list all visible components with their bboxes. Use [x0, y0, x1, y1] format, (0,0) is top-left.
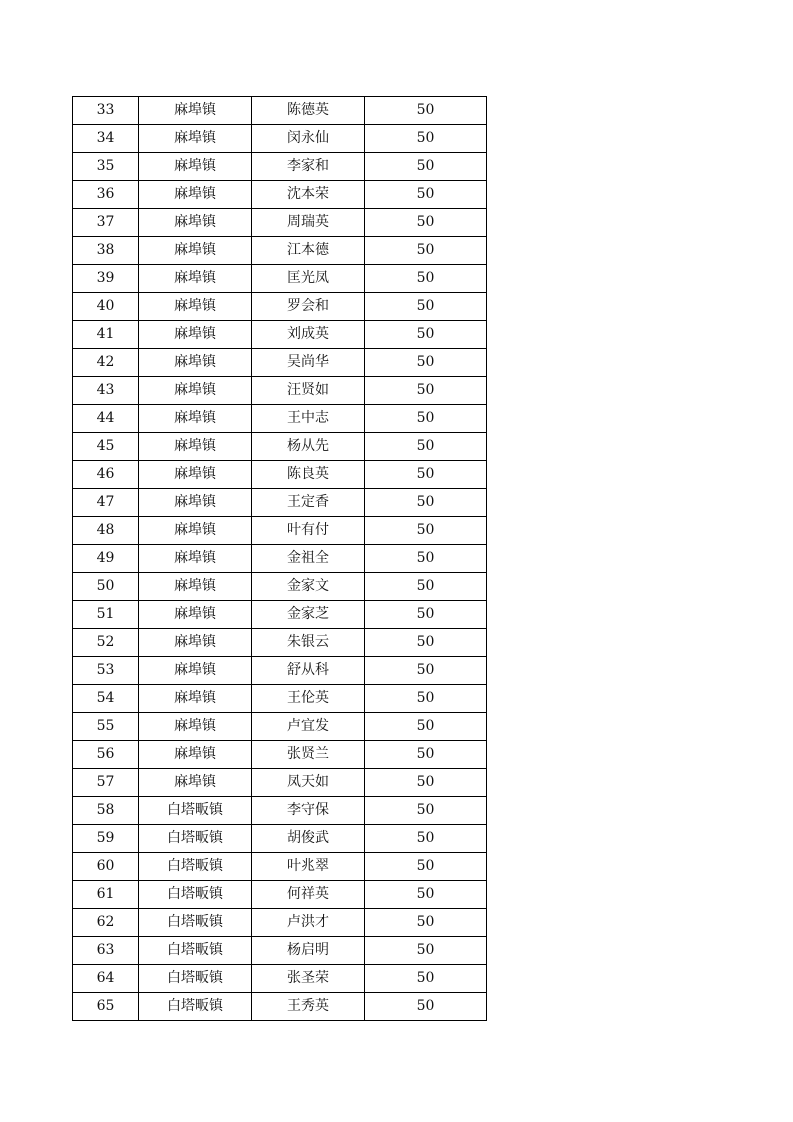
- row-number-cell: 51: [73, 601, 139, 629]
- amount-cell: 50: [365, 237, 487, 265]
- table-row: [73, 293, 487, 321]
- row-number-cell: 41: [73, 321, 139, 349]
- table-row: [73, 349, 487, 377]
- row-number-cell: 65: [73, 993, 139, 1021]
- row-number-cell: 53: [73, 657, 139, 685]
- amount-cell: 50: [365, 293, 487, 321]
- row-number-cell: 33: [73, 97, 139, 125]
- amount-cell: 50: [365, 209, 487, 237]
- name-cell: 金家芝: [252, 601, 365, 629]
- town-cell: 麻埠镇: [139, 657, 252, 685]
- name-cell: 胡俊武: [252, 825, 365, 853]
- name-cell: 罗会和: [252, 293, 365, 321]
- name-cell: 周瑞英: [252, 209, 365, 237]
- table-row: [73, 629, 487, 657]
- row-number-cell: 46: [73, 461, 139, 489]
- town-cell: 麻埠镇: [139, 321, 252, 349]
- row-number-cell: 62: [73, 909, 139, 937]
- row-number-cell: 63: [73, 937, 139, 965]
- name-cell: 舒从科: [252, 657, 365, 685]
- row-number-cell: 52: [73, 629, 139, 657]
- name-cell: 王伦英: [252, 685, 365, 713]
- town-cell: 麻埠镇: [139, 237, 252, 265]
- row-number-cell: 56: [73, 741, 139, 769]
- amount-cell: 50: [365, 153, 487, 181]
- table-row: [73, 405, 487, 433]
- name-cell: 陈良英: [252, 461, 365, 489]
- amount-cell: 50: [365, 349, 487, 377]
- name-cell: 王秀英: [252, 993, 365, 1021]
- row-number-cell: 64: [73, 965, 139, 993]
- row-number-cell: 59: [73, 825, 139, 853]
- table-row: [73, 237, 487, 265]
- table-row: [73, 461, 487, 489]
- amount-cell: 50: [365, 265, 487, 293]
- table-row: [73, 517, 487, 545]
- name-cell: 卢宜发: [252, 713, 365, 741]
- table-row: [73, 657, 487, 685]
- town-cell: 麻埠镇: [139, 713, 252, 741]
- row-number-cell: 34: [73, 125, 139, 153]
- row-number-cell: 44: [73, 405, 139, 433]
- name-cell: 叶有付: [252, 517, 365, 545]
- table-row: [73, 377, 487, 405]
- row-number-cell: 42: [73, 349, 139, 377]
- name-cell: 凤天如: [252, 769, 365, 797]
- town-cell: 白塔畈镇: [139, 825, 252, 853]
- name-cell: 江本德: [252, 237, 365, 265]
- town-cell: 麻埠镇: [139, 349, 252, 377]
- town-cell: 麻埠镇: [139, 181, 252, 209]
- row-number-cell: 45: [73, 433, 139, 461]
- name-cell: 金家文: [252, 573, 365, 601]
- amount-cell: 50: [365, 181, 487, 209]
- town-cell: 麻埠镇: [139, 573, 252, 601]
- town-cell: 麻埠镇: [139, 517, 252, 545]
- table-row: [73, 713, 487, 741]
- table-row: [73, 433, 487, 461]
- table-row: [73, 601, 487, 629]
- amount-cell: 50: [365, 433, 487, 461]
- amount-cell: 50: [365, 713, 487, 741]
- table-row: [73, 769, 487, 797]
- row-number-cell: 38: [73, 237, 139, 265]
- amount-cell: 50: [365, 685, 487, 713]
- amount-cell: 50: [365, 125, 487, 153]
- table-row: [73, 797, 487, 825]
- town-cell: 麻埠镇: [139, 629, 252, 657]
- town-cell: 麻埠镇: [139, 685, 252, 713]
- name-cell: 吴尚华: [252, 349, 365, 377]
- name-cell: 陈德英: [252, 97, 365, 125]
- name-cell: 王定香: [252, 489, 365, 517]
- roster-table-body: [73, 97, 487, 1021]
- amount-cell: 50: [365, 517, 487, 545]
- table-row: [73, 489, 487, 517]
- town-cell: 麻埠镇: [139, 601, 252, 629]
- row-number-cell: 43: [73, 377, 139, 405]
- row-number-cell: 54: [73, 685, 139, 713]
- name-cell: 张贤兰: [252, 741, 365, 769]
- amount-cell: 50: [365, 377, 487, 405]
- name-cell: 刘成英: [252, 321, 365, 349]
- amount-cell: 50: [365, 405, 487, 433]
- amount-cell: 50: [365, 769, 487, 797]
- row-number-cell: 58: [73, 797, 139, 825]
- town-cell: 白塔畈镇: [139, 909, 252, 937]
- amount-cell: 50: [365, 489, 487, 517]
- town-cell: 白塔畈镇: [139, 937, 252, 965]
- town-cell: 麻埠镇: [139, 125, 252, 153]
- amount-cell: 50: [365, 321, 487, 349]
- table-row: [73, 881, 487, 909]
- name-cell: 叶兆翠: [252, 853, 365, 881]
- row-number-cell: 35: [73, 153, 139, 181]
- town-cell: 麻埠镇: [139, 97, 252, 125]
- amount-cell: 50: [365, 461, 487, 489]
- row-number-cell: 57: [73, 769, 139, 797]
- table-row: [73, 209, 487, 237]
- amount-cell: 50: [365, 965, 487, 993]
- row-number-cell: 48: [73, 517, 139, 545]
- name-cell: 杨启明: [252, 937, 365, 965]
- table-row: [73, 937, 487, 965]
- town-cell: 麻埠镇: [139, 153, 252, 181]
- amount-cell: 50: [365, 993, 487, 1021]
- table-row: [73, 965, 487, 993]
- amount-cell: 50: [365, 741, 487, 769]
- town-cell: 白塔畈镇: [139, 797, 252, 825]
- amount-cell: 50: [365, 937, 487, 965]
- amount-cell: 50: [365, 881, 487, 909]
- name-cell: 卢洪才: [252, 909, 365, 937]
- row-number-cell: 39: [73, 265, 139, 293]
- table-row: [73, 153, 487, 181]
- amount-cell: 50: [365, 853, 487, 881]
- name-cell: 朱银云: [252, 629, 365, 657]
- amount-cell: 50: [365, 825, 487, 853]
- name-cell: 闵永仙: [252, 125, 365, 153]
- table-row: [73, 321, 487, 349]
- table-row: [73, 125, 487, 153]
- amount-cell: 50: [365, 601, 487, 629]
- town-cell: 麻埠镇: [139, 769, 252, 797]
- table-row: [73, 181, 487, 209]
- table-row: [73, 909, 487, 937]
- town-cell: 麻埠镇: [139, 377, 252, 405]
- table-row: [73, 825, 487, 853]
- table-row: [73, 741, 487, 769]
- row-number-cell: 55: [73, 713, 139, 741]
- name-cell: 沈本荣: [252, 181, 365, 209]
- table-row: [73, 573, 487, 601]
- town-cell: 麻埠镇: [139, 293, 252, 321]
- town-cell: 白塔畈镇: [139, 881, 252, 909]
- row-number-cell: 50: [73, 573, 139, 601]
- row-number-cell: 36: [73, 181, 139, 209]
- town-cell: 白塔畈镇: [139, 993, 252, 1021]
- row-number-cell: 60: [73, 853, 139, 881]
- town-cell: 麻埠镇: [139, 433, 252, 461]
- name-cell: 杨从先: [252, 433, 365, 461]
- table-row: [73, 97, 487, 125]
- name-cell: 何祥英: [252, 881, 365, 909]
- town-cell: 麻埠镇: [139, 489, 252, 517]
- name-cell: 汪贤如: [252, 377, 365, 405]
- town-cell: 麻埠镇: [139, 545, 252, 573]
- amount-cell: 50: [365, 657, 487, 685]
- amount-cell: 50: [365, 629, 487, 657]
- table-row: [73, 545, 487, 573]
- town-cell: 麻埠镇: [139, 265, 252, 293]
- name-cell: 李家和: [252, 153, 365, 181]
- table-row: [73, 265, 487, 293]
- name-cell: 王中志: [252, 405, 365, 433]
- name-cell: 金祖全: [252, 545, 365, 573]
- amount-cell: 50: [365, 909, 487, 937]
- row-number-cell: 40: [73, 293, 139, 321]
- table-row: [73, 685, 487, 713]
- row-number-cell: 37: [73, 209, 139, 237]
- row-number-cell: 49: [73, 545, 139, 573]
- name-cell: 张圣荣: [252, 965, 365, 993]
- town-cell: 麻埠镇: [139, 741, 252, 769]
- town-cell: 麻埠镇: [139, 405, 252, 433]
- row-number-cell: 61: [73, 881, 139, 909]
- town-cell: 白塔畈镇: [139, 965, 252, 993]
- row-number-cell: 47: [73, 489, 139, 517]
- amount-cell: 50: [365, 545, 487, 573]
- town-cell: 麻埠镇: [139, 461, 252, 489]
- amount-cell: 50: [365, 97, 487, 125]
- town-cell: 麻埠镇: [139, 209, 252, 237]
- amount-cell: 50: [365, 797, 487, 825]
- town-cell: 白塔畈镇: [139, 853, 252, 881]
- name-cell: 匡光凤: [252, 265, 365, 293]
- amount-cell: 50: [365, 573, 487, 601]
- table-row: [73, 853, 487, 881]
- table-row: [73, 993, 487, 1021]
- name-cell: 李守保: [252, 797, 365, 825]
- roster-table: [72, 96, 487, 1021]
